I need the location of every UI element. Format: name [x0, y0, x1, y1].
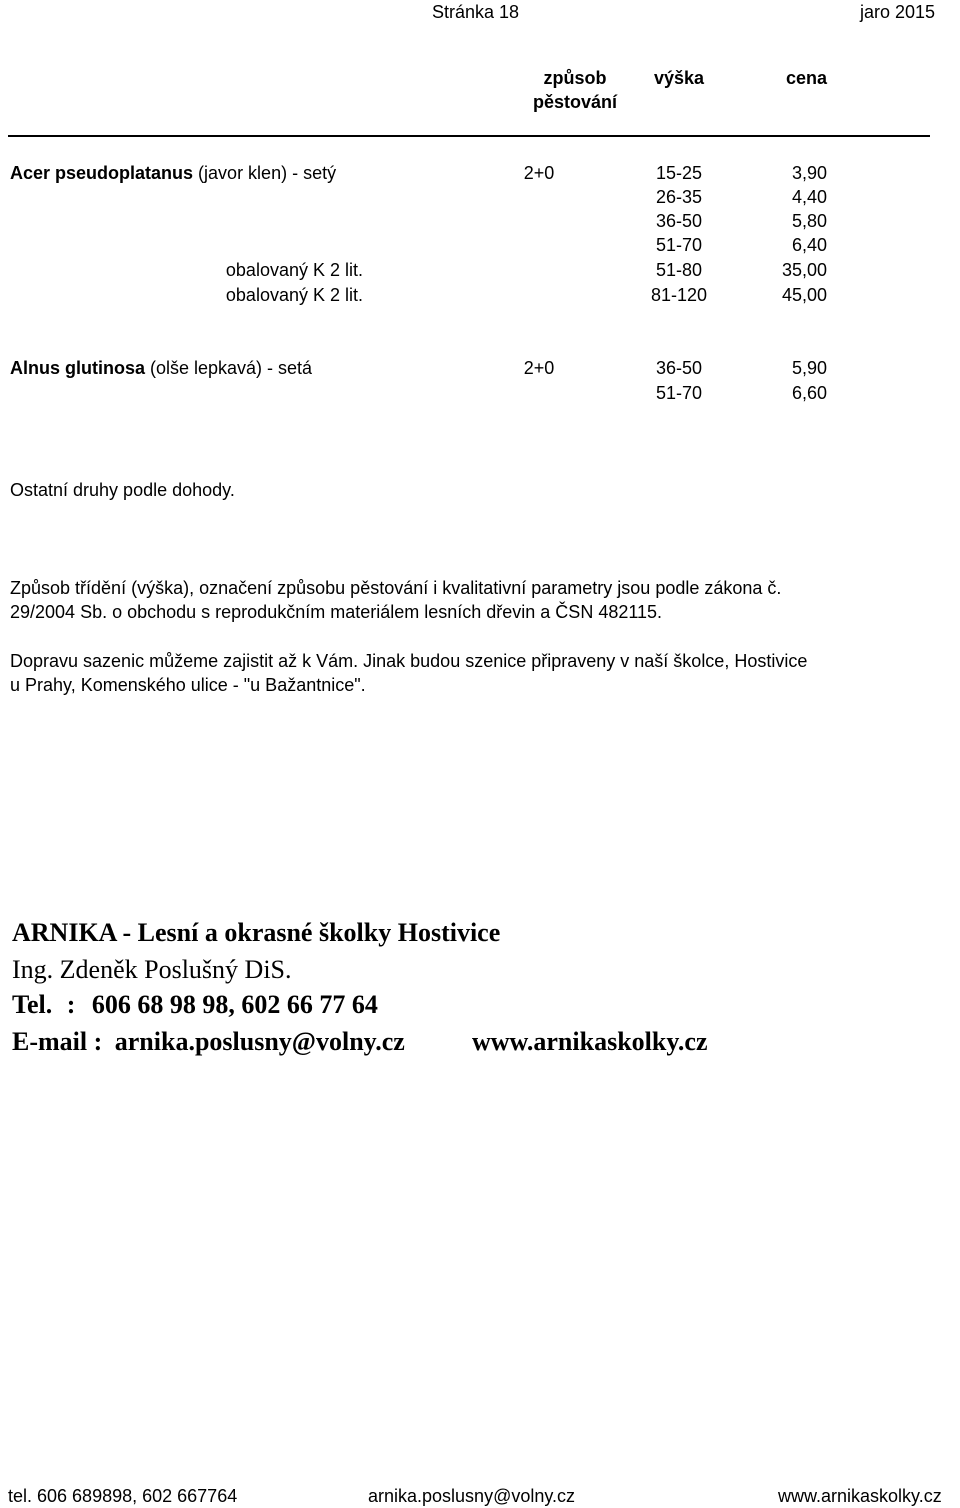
footer-email[interactable]: arnika.poslusny@volny.cz [368, 1486, 576, 1506]
note-other-species: Ostatní druhy podle dohody. [10, 480, 235, 500]
note-transport: Dopravu sazenic můžeme zajistit až k Vám. Jinak budou szenice připraveny v naší školce, Hostivice u Prahy, Komenského ulice - "u Bažantnice". [10, 651, 808, 695]
page-number: Stránka 18 [432, 2, 520, 22]
phone-separator: : [66, 990, 76, 1019]
email-label: E-mail : [12, 1027, 103, 1056]
packaging-cell: obalovaný K 2 lit. [225, 285, 363, 305]
footer-website[interactable]: www.arnikaskolky.cz [778, 1486, 942, 1506]
column-header-height: výška [654, 68, 705, 88]
table-row [0, 161, 960, 185]
height-cell: 51-80 [655, 260, 703, 280]
cultivation-method: 2+0 [523, 163, 555, 183]
species-name [10, 161, 336, 185]
website-link[interactable]: www.arnikaskolky.cz [472, 1027, 708, 1056]
price-cell: 35,00 [781, 260, 827, 280]
height-cell: 51-70 [655, 235, 703, 255]
table-row [0, 381, 960, 405]
price-cell: 4,40 [791, 187, 827, 207]
height-cell: 36-50 [655, 358, 703, 378]
packaging-cell: obalovaný K 2 lit. [225, 260, 363, 280]
footer-phone: tel. 606 689898, 602 667764 [8, 1486, 238, 1506]
height-cell: 15-25 [655, 163, 703, 183]
table-row [0, 283, 960, 307]
header-divider [8, 135, 930, 137]
species-name [10, 356, 312, 380]
table-row [0, 233, 960, 257]
height-cell: 36-50 [655, 211, 703, 231]
contact-person: Ing. Zdeněk Poslušný DiS. [12, 955, 292, 984]
price-cell: 5,90 [791, 358, 827, 378]
phone-label: Tel. [12, 990, 53, 1019]
price-cell: 45,00 [781, 285, 827, 305]
price-cell: 6,60 [791, 383, 827, 403]
species-latin-name: Alnus glutinosa [10, 358, 145, 378]
table-row [0, 209, 960, 233]
height-cell: 81-120 [650, 285, 708, 305]
species-common-name: (javor klen) - setý [193, 163, 337, 183]
table-row [0, 185, 960, 209]
table-row [0, 258, 960, 282]
table-row [0, 356, 960, 380]
column-header-way [520, 66, 630, 114]
species-common-name: (olše lepkavá) - setá [145, 358, 313, 378]
season-label: jaro 2015 [860, 2, 936, 22]
height-cell: 51-70 [655, 383, 703, 403]
price-cell: 5,80 [791, 211, 827, 231]
cultivation-method: 2+0 [523, 358, 555, 378]
column-header-way-line1: způsob [543, 68, 607, 88]
company-name: ARNIKA - Lesní a okrasné školky Hostivice [12, 918, 501, 947]
column-header-price: cena [785, 68, 827, 88]
contact-email-row [12, 1027, 405, 1057]
height-cell: 26-35 [655, 187, 703, 207]
column-header-way-line2: pěstování [532, 92, 618, 112]
species-latin-name: Acer pseudoplatanus [10, 163, 194, 183]
phone-numbers: 606 68 98 98, 602 66 77 64 [91, 990, 378, 1019]
price-cell: 3,90 [791, 163, 827, 183]
note-legal: Způsob třídění (výška), označení způsobu pěstování i kvalitativní parametry jsou podle zákona č. 29/2004 Sb. o obchodu s reprodukčním materiálem lesních dřevin a ČSN 482115. [10, 578, 782, 622]
email-link[interactable]: arnika.poslusny@volny.cz [114, 1027, 405, 1056]
contact-phone [12, 990, 378, 1020]
price-cell: 6,40 [791, 235, 827, 255]
